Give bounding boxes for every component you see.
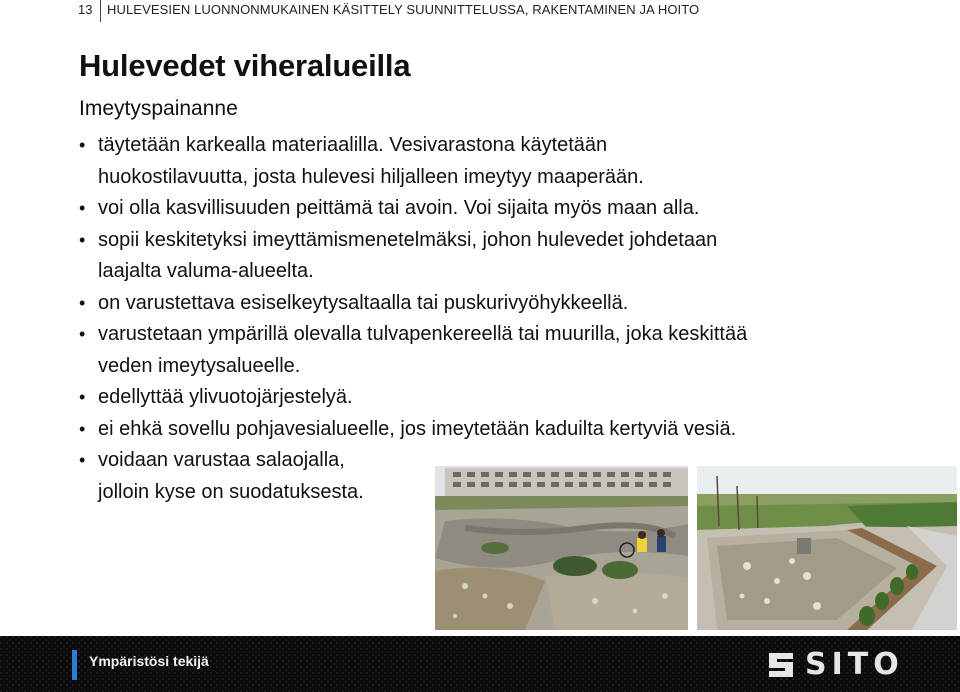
bullet-icon: •: [79, 229, 86, 250]
list-item-line: laajalta valuma-alueelta.: [98, 260, 314, 282]
bullet-icon: •: [79, 418, 86, 439]
list-item-line: voidaan varustaa salaojalla,: [98, 449, 345, 471]
list-item: [79, 414, 949, 446]
running-title: HULEVESIEN LUONNONMUKAINEN KÄSITTELY SUUNNITTELUSSA, RAKENTAMINEN JA HOITO: [107, 2, 700, 17]
list-item-line: varustetaan ympärillä olevalla tulvapenkereellä tai muurilla, joka keskittää: [98, 323, 748, 345]
footer-accent-bar: [72, 650, 77, 680]
list-item: [79, 319, 949, 382]
bullet-icon: •: [79, 387, 86, 407]
list-item-line: jolloin kyse on suodatuksesta.: [98, 480, 364, 503]
list-item: [79, 382, 949, 414]
infiltration-basin-photo-courtyard: [435, 466, 688, 630]
bullet-icon: •: [79, 324, 86, 344]
list-item-line: täytetään karkealla materiaalilla. Vesivarastona käytetään: [98, 134, 608, 156]
list-item: [79, 130, 949, 193]
list-item: [79, 225, 949, 288]
sito-logo-mark-icon: [765, 649, 799, 681]
list-item-line: edellyttää ylivuotojärjestelyä.: [98, 386, 353, 408]
list-item-line: veden imeytysalueelle.: [98, 354, 301, 377]
section-subtitle: Imeytyspainanne: [79, 97, 238, 120]
list-item-line: huokostilavuutta, josta hulevesi hiljalleen imeytyy maaperään.: [98, 165, 644, 188]
sito-logo: [765, 647, 904, 682]
list-item-line: sopii keskitetyksi imeyttämismenetelmäksi, johon hulevedet johdetaan: [98, 228, 718, 251]
bullet-list: [79, 130, 949, 508]
footer-slogan: Ympäristösi tekijä: [89, 653, 209, 669]
list-item: [79, 288, 949, 320]
page-header: [0, 0, 960, 24]
bullet-icon: •: [79, 135, 86, 155]
bullet-icon: •: [79, 450, 86, 470]
header-divider: [100, 0, 101, 22]
logo-wordmark: SITO: [805, 647, 904, 682]
list-item-line: voi olla kasvillisuuden peittämä tai avoin. Voi sijaita myös maan alla.: [98, 197, 700, 219]
list-item-line: on varustettava esiselkeytysaltaalla tai puskurivyöhykkeellä.: [98, 291, 629, 314]
infiltration-basin-photo-gravel: [697, 466, 957, 630]
page-footer: [0, 636, 960, 692]
page-number: 13: [78, 2, 93, 17]
list-item: [79, 193, 949, 225]
list-item: [79, 445, 434, 508]
bullet-icon: •: [79, 292, 86, 313]
bullet-icon: •: [79, 198, 86, 218]
list-item-line: ei ehkä sovellu pohjavesialueelle, jos imeytetään kaduilta kertyviä vesiä.: [98, 417, 737, 440]
page-title: Hulevedet viheralueilla: [79, 48, 411, 83]
